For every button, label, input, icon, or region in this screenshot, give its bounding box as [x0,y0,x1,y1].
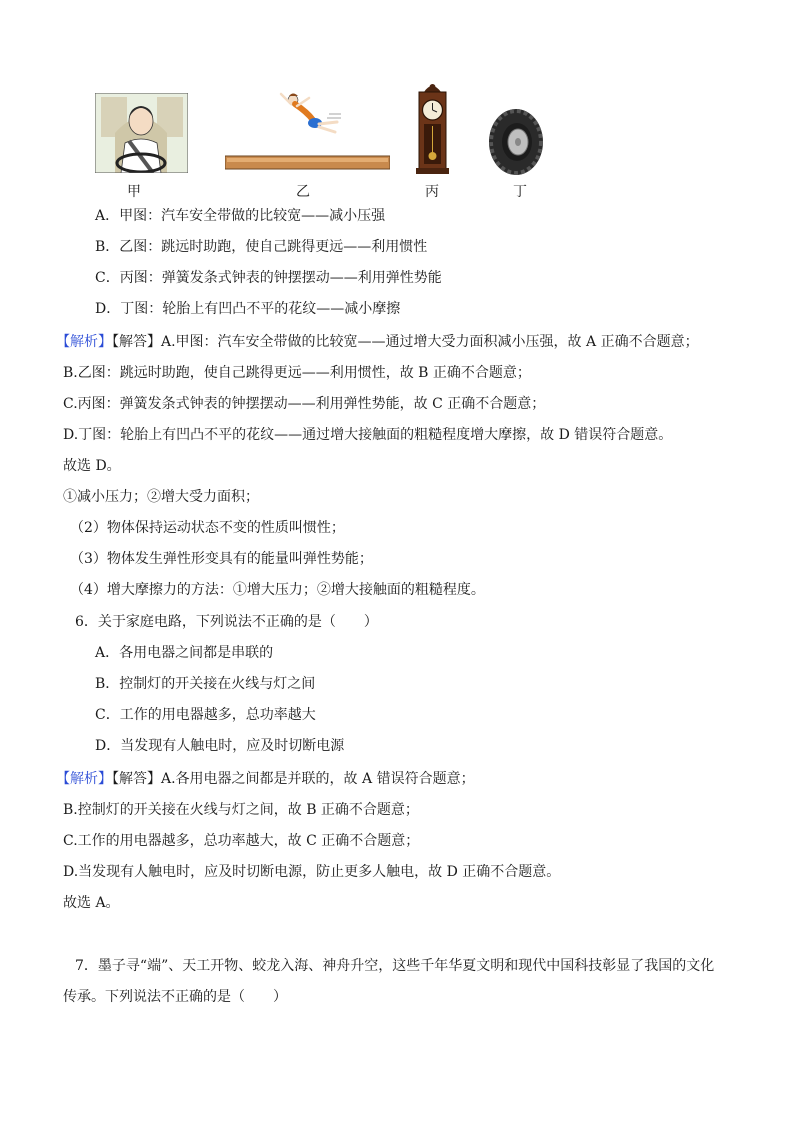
q6-analysis-text-1: 【解答】A.各用电器之间都是并联的，故 A 错误符合题意； [112,771,475,787]
q5-option-a: A．甲图：汽车安全带做的比较宽——减小压强 [95,208,386,224]
q5-option-c: C．丙图：弹簧发条式钟表的钟摆摆动——利用弹性势能 [95,270,442,286]
circled-number: ② [316,582,331,598]
q6-option-d: D．当发现有人触电时，应及时切断电源 [95,738,345,754]
q6-option-c: C．工作的用电器越多，总功率越大 [95,707,316,723]
circled-number: ② [147,489,161,505]
caption-jia: 甲 [127,184,141,200]
q5-option-b: B．乙图：跳远时助跑，使自己跳得更远——利用惯性 [95,239,428,255]
q5-analysis-line-1 [56,332,699,352]
q5-analysis-text-1: 【解答】A.甲图：汽车安全带做的比较宽——通过增大受力面积减小压强，故 A 正确不合题意； [112,334,699,350]
q6-analysis-line-4: D.当发现有人触电时，应及时切断电源，防止更多人触电，故 D 正确不合题意。 [63,864,561,880]
long-jump-illustration [225,90,390,175]
tire-illustration [488,108,544,176]
analysis-tag: 【解析】 [56,771,112,787]
q5-note-1: ①减小压力；②增大受力面积； [63,489,259,505]
q5-analysis-line-4: D.丁图：轮胎上有凹凸不平的花纹——通过增大接触面的粗糙程度增大摩擦，故 D 错误符合题意。 [63,427,673,443]
q6-option-a: A．各用电器之间都是串联的 [95,645,274,661]
q5-note-3: （3）物体发生弹性形变具有的能量叫弹性势能； [70,551,373,567]
caption-ding: 丁 [513,184,527,200]
q6-analysis-line-1 [56,769,475,789]
q7-stem-line-1: 7．墨子寻“端”、天工开物、蛟龙入海、神舟升空，这些千年华夏文明和现代中国科技彰显了我国的文化 [75,958,715,974]
q6-stem: 6．关于家庭电路，下列说法不正确的是（ ） [75,614,378,630]
q5-analysis-line-3: C.丙图：弹簧发条式钟表的钟摆摆动——利用弹性势能，故 C 正确不合题意； [63,396,546,412]
q7-stem-line-2: 传承。下列说法不正确的是（ ） [63,989,287,1005]
q6-answer: 故选 A。 [63,895,120,911]
q6-analysis-line-2: B.控制灯的开关接在火线与灯之间，故 B 正确不合题意； [63,802,419,818]
q6-option-b: B．控制灯的开关接在火线与灯之间 [95,676,316,692]
analysis-tag: 【解析】 [56,334,112,350]
circled-number: ① [232,582,247,598]
q5-note-4: （4）增大摩擦力的方法：①增大压力；②增大接触面的粗糙程度。 [70,582,485,598]
q5-option-d: D．丁图：轮胎上有凹凸不平的花纹——减小摩擦 [95,301,401,317]
caption-yi: 乙 [296,184,310,200]
driver-seatbelt-illustration [95,93,188,173]
q6-analysis-line-3: C.工作的用电器越多，总功率越大，故 C 正确不合题意； [63,833,420,849]
q5-note-2: （2）物体保持运动状态不变的性质叫惯性； [70,520,345,536]
caption-bing: 丙 [425,184,439,200]
q5-analysis-line-2: B.乙图：跳远时助跑，使自己跳得更远——利用惯性，故 B 正确不合题意； [63,365,531,381]
pendulum-clock-illustration [410,82,455,178]
circled-number: ① [63,489,77,505]
q5-answer: 故选 D。 [63,458,121,474]
